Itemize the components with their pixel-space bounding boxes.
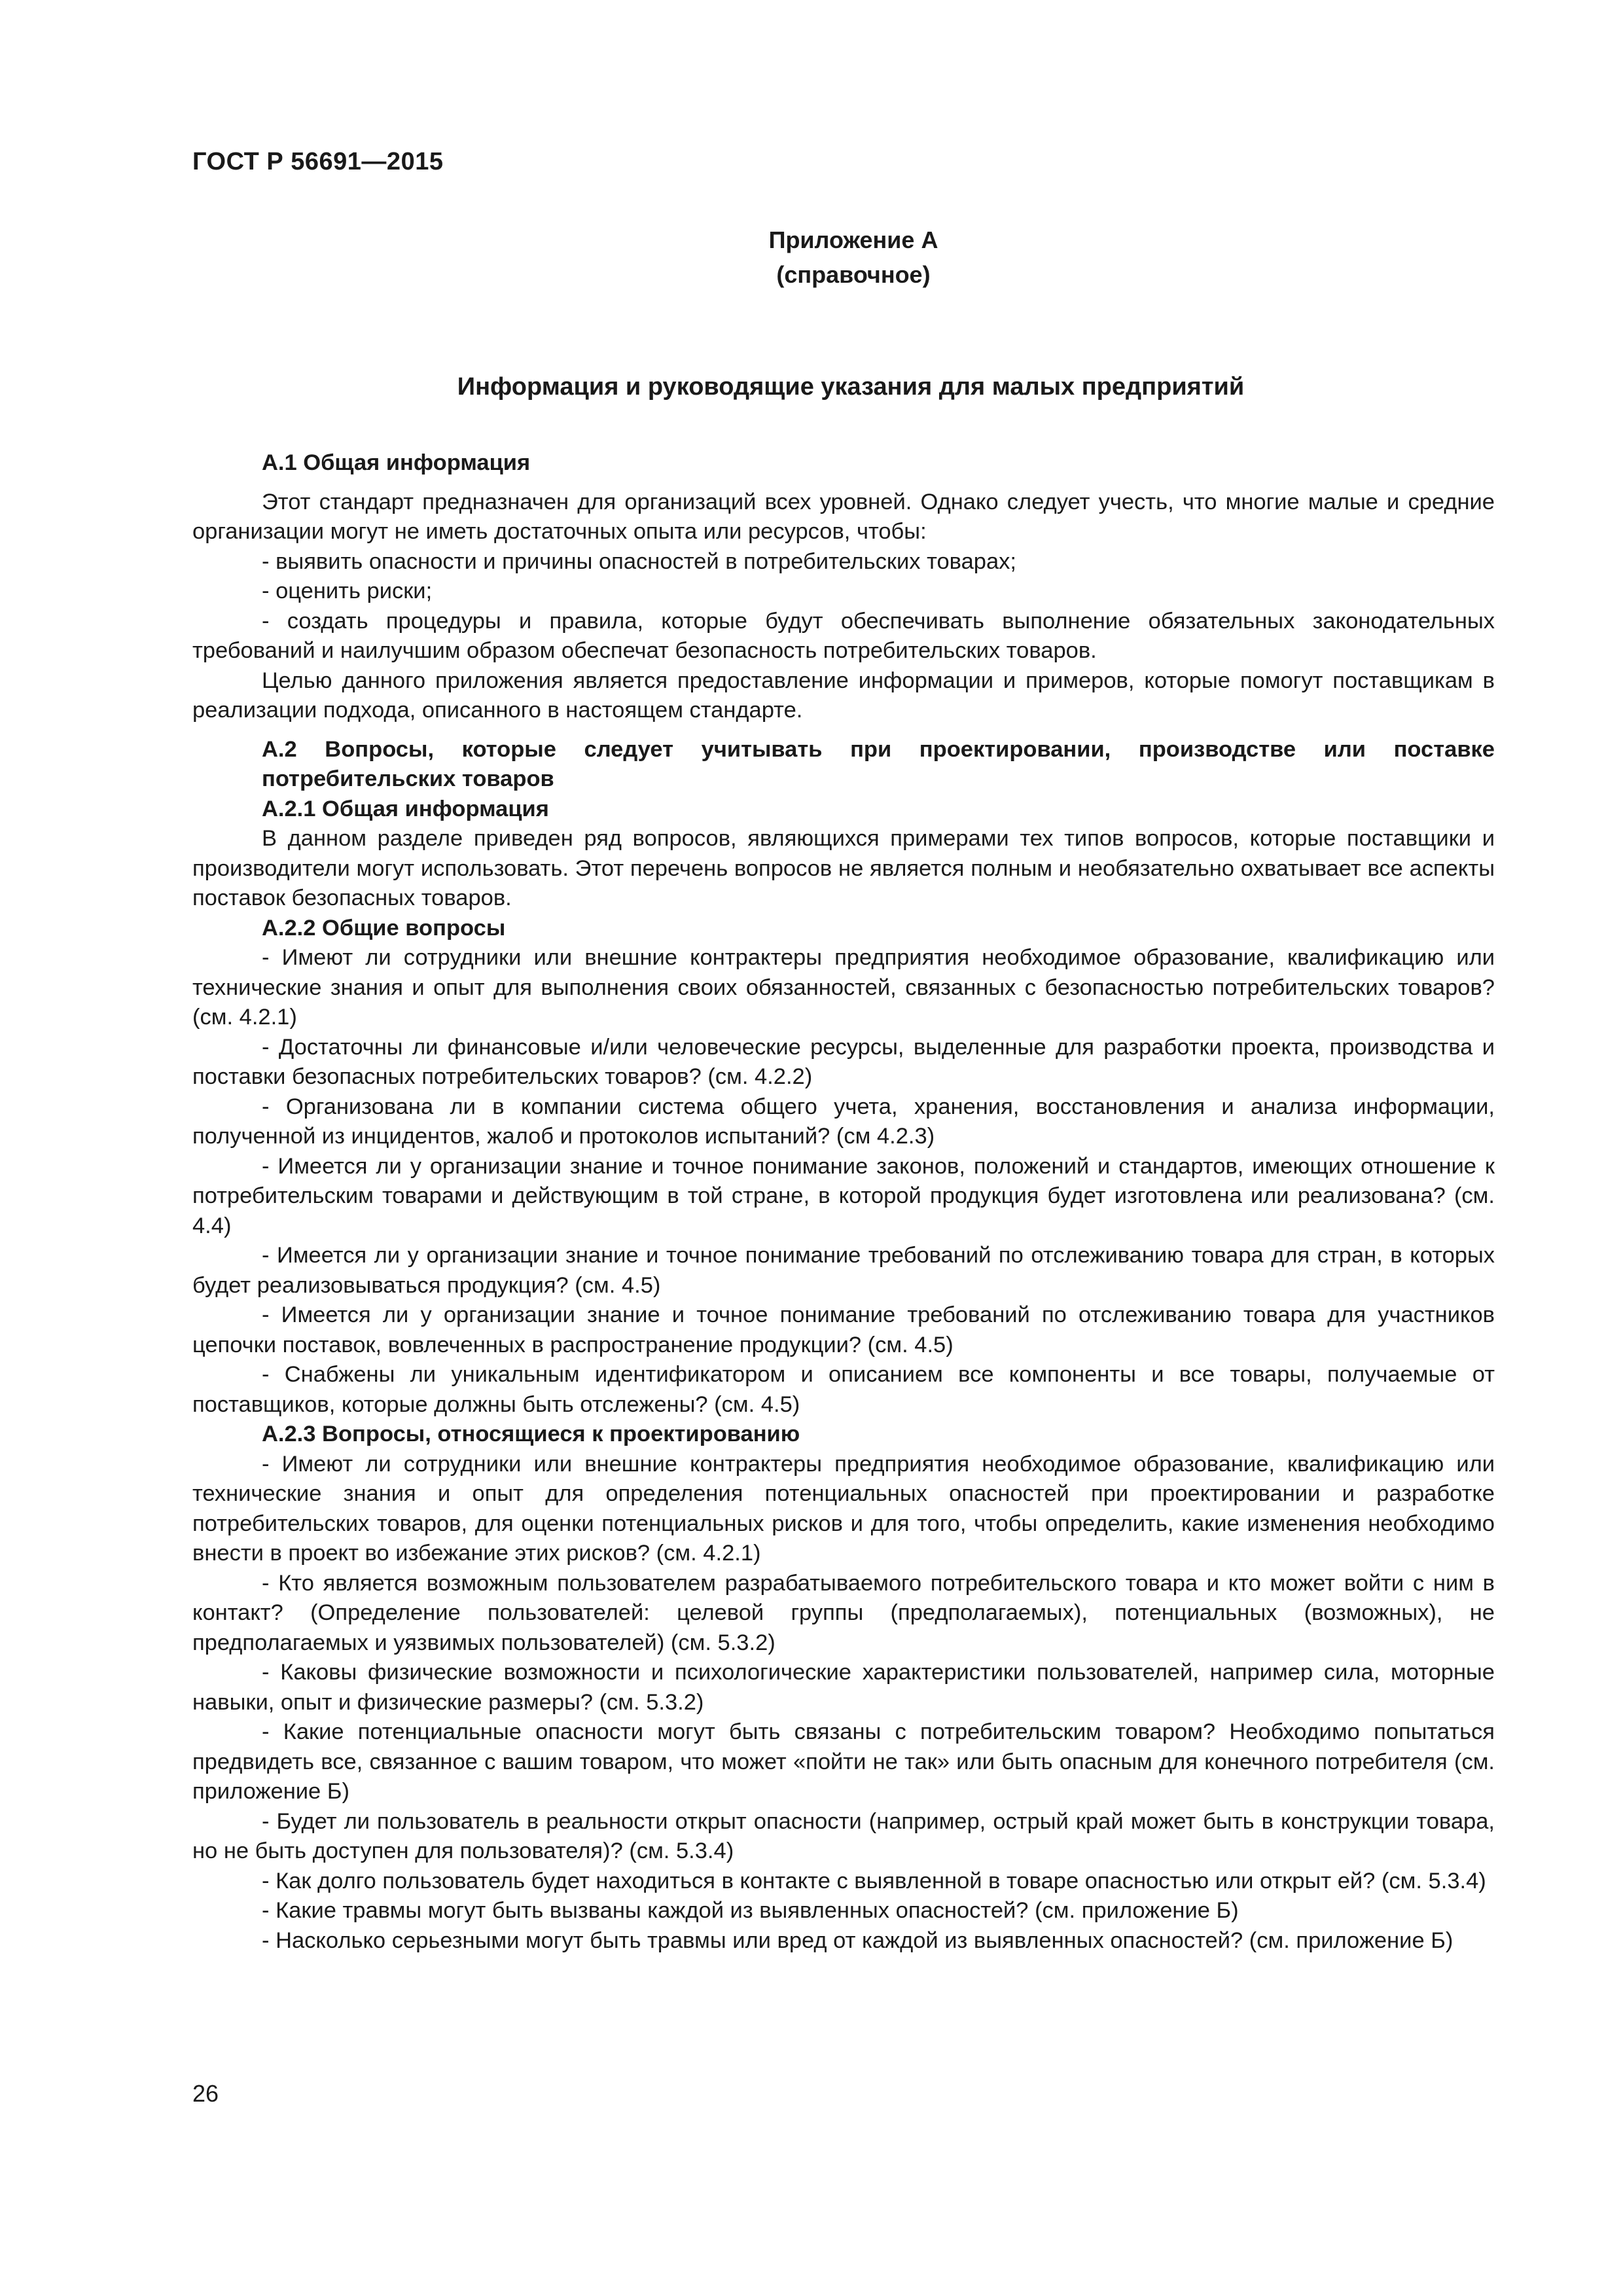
list-item: - Какие потенциальные опасности могут быть связаны с потребительским товаром? Необходимо попытаться предвидеть все, связанное с вашим товаром, что может «пойти не так» или быть опасным для конечного потребителя (см. приложение Б) (192, 1719, 1495, 1804)
document-code: ГОСТ Р 56691—2015 (192, 148, 444, 175)
list-item: - Имеется ли у организации знание и точное понимание законов, положений и стандартов, имеющих отношение к потребительским товарами и действующим в той стране, в которой продукция будет изготовлена или реализована? (см. 4.4) (192, 1153, 1495, 1238)
list-item: - Имеют ли сотрудники или внешние контрактеры предприятия необходимое образование, квалификацию или технические знания и опыт для определения потенциальных опасностей при проектировании и разработке потребительских товаров, для оценки потенциальных рисков и для того, чтобы определить, какие изменения необходимо внести в проект во избежание этих рисков? (см. 4.2.1) (192, 1451, 1495, 1566)
page-number: 26 (192, 2080, 219, 2107)
list-item: - оценить риски; (262, 579, 433, 603)
subsection-heading-a22: А.2.2 Общие вопросы (262, 915, 506, 941)
main-title-text: Информация и руководящие указания для малых предприятий (457, 373, 1245, 401)
list-item: - Имеется ли у организации знание и точное понимание требований по отслеживанию товара для участников цепочки поставок, вовлеченных в распространение продукции? (см. 4.5) (192, 1302, 1495, 1357)
list-item: - Снабжены ли уникальным идентификатором и описанием все компоненты и все товары, получаемые от поставщиков, которые должны быть отслежены? (см. 4.5) (192, 1362, 1495, 1417)
annex-status: (справочное) (776, 261, 931, 288)
list-item: - Какие травмы могут быть вызваны каждой из выявленных опасностей? (см. приложение Б) (262, 1898, 1239, 1923)
list-item: - выявить опасности и причины опасностей в потребительских товарах; (262, 548, 1017, 574)
list-item: - Как долго пользователь будет находиться в контакте с выявленной в товаре опасностью или открыт ей? (см. 5.3.4) (262, 1868, 1486, 1893)
list-item: - Достаточны ли финансовые и/или человеческие ресурсы, выделенные для разработки проекта, производства и поставки безопасных потребительских товаров? (см. 4.2.2) (192, 1034, 1495, 1089)
main-title (0, 373, 1623, 401)
paragraph: Этот стандарт предназначен для организаций всех уровней. Однако следует учесть, что многие малые и средние организации могут не иметь достаточных опыта или ресурсов, чтобы: (192, 489, 1495, 544)
list-item: - Кто является возможным пользователем разрабатываемого потребительского товара и кто может войти с ним в контакт? (Определение пользователей: целевой группы (предполагаемых), потенциальных (возможных), не предполагаемых и уязвимых пользователей) (см. 5.3.2) (192, 1570, 1495, 1655)
list-item: - Организована ли в компании система общего учета, хранения, восстановления и анализа информации, полученной из инцидентов, жалоб и протоколов испытаний? (см 4.2.3) (192, 1094, 1495, 1149)
list-item: - Имеют ли сотрудники или внешние контрактеры предприятия необходимое образование, квалификацию или технические знания и опыт для выполнения своих обязанностей, связанных с безопасностью потребительских товаров? (см. 4.2.1) (192, 945, 1495, 1030)
section-heading-a1: А.1 Общая информация (262, 450, 531, 475)
list-item: - создать процедуры и правила, которые будут обеспечивать выполнение обязательных законодательных требований и наилучшим образом обеспечат безопасность потребительских товаров. (192, 608, 1495, 663)
annex-title: Приложение А (768, 226, 938, 253)
annex-label (0, 223, 1623, 292)
subsection-heading-a23: А.2.3 Вопросы, относящиеся к проектированию (262, 1422, 800, 1446)
list-item: - Насколько серьезными могут быть травмы или вред от каждой из выявленных опасностей? (см. приложение Б) (262, 1928, 1454, 1953)
list-item: - Каковы физические возможности и психологические характеристики пользователей, например сила, моторные навыки, опыт и физические размеры? (см. 5.3.2) (192, 1660, 1495, 1715)
subsection-heading-a21: А.2.1 Общая информация (262, 796, 549, 821)
document-body (192, 448, 1495, 1956)
paragraph: Целью данного приложения является предоставление информации и примеров, которые помогут поставщикам в реализации подхода, описанного в настоящем стандарте. (192, 668, 1495, 723)
list-item: - Имеется ли у организации знание и точное понимание требований по отслеживанию товара для стран, в которых будет реализовываться продукция? (см. 4.5) (192, 1243, 1495, 1298)
paragraph: В данном разделе приведен ряд вопросов, являющихся примерами тех типов вопросов, которые поставщики и производители могут использовать. Этот перечень вопросов не является полным и необязательно охватывает все аспекты поставок безопасных товаров. (192, 826, 1495, 910)
list-item: - Будет ли пользователь в реальности открыт опасности (например, острый край может быть в конструкции товара, но не быть доступен для пользователя)? (см. 5.3.4) (192, 1808, 1495, 1863)
section-heading-a2: А.2 Вопросы, которые следует учитывать при проектировании, производстве или поставке потребительских товаров (262, 736, 1495, 791)
